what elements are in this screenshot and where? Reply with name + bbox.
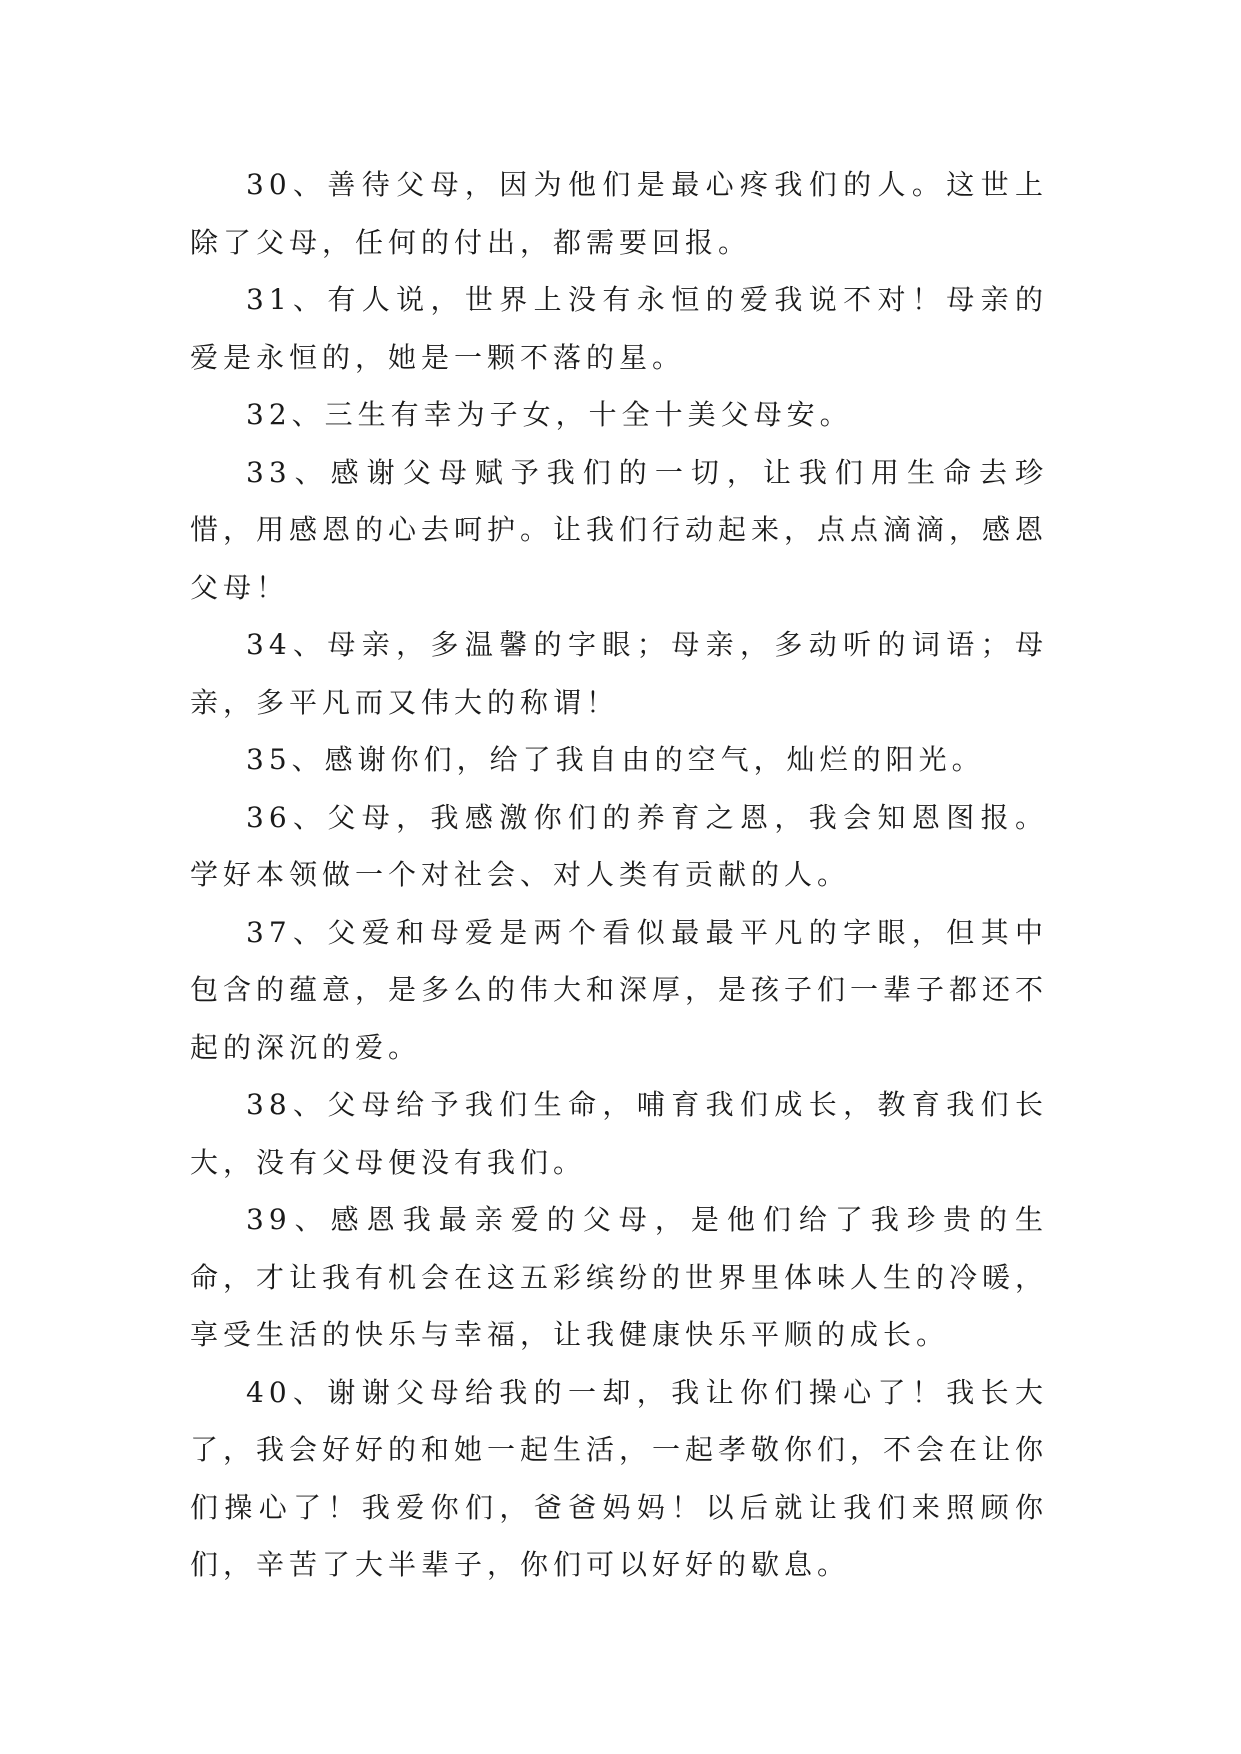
paragraph-39: 39、感恩我最亲爱的父母，是他们给了我珍贵的生命，才让我有机会在这五彩缤纷的世界里体味人生的冷暖，享受生活的快乐与幸福，让我健康快乐平顺的成长。 xyxy=(190,1203,1049,1351)
paragraph-40: 40、谢谢父母给我的一却，我让你们操心了！我长大了，我会好好的和她一起生活，一起孝敬你们，不会在让你们操心了！我爱你们，爸爸妈妈！以后就让我们来照顾你们，辛苦了大半辈子，你们可以好好的歇息。 xyxy=(190,1375,1049,1581)
paragraph-36: 36、父母，我感激你们的养育之恩，我会知恩图报。学好本领做一个对社会、对人类有贡献的人。 xyxy=(190,800,1048,891)
paragraph-33: 33、感谢父母赋予我们的一切，让我们用生命去珍惜，用感恩的心去呵护。让我们行动起来，点点滴滴，感恩父母！ xyxy=(190,455,1049,604)
paragraph-30: 30、善待父母，因为他们是最心疼我们的人。这世上除了父母，任何的付出，都需要回报。 xyxy=(190,168,1048,259)
paragraph-35: 35、感谢你们，给了我自由的空气，灿烂的阳光。 xyxy=(246,743,985,776)
document-body xyxy=(190,156,1048,1594)
paragraph-31: 31、有人说，世界上没有永恒的爱我说不对！母亲的爱是永恒的，她是一颗不落的星。 xyxy=(190,283,1048,374)
paragraph-38: 38、父母给予我们生命，哺育我们成长，教育我们长大，没有父母便没有我们。 xyxy=(190,1088,1048,1179)
paragraph-37: 37、父爱和母爱是两个看似最最平凡的字眼，但其中包含的蕴意，是多么的伟大和深厚，是孩子们一辈子都还不起的深沉的爱。 xyxy=(190,915,1049,1064)
paragraph-32: 32、三生有幸为子女，十全十美父母安。 xyxy=(246,398,853,431)
paragraph-34: 34、母亲，多温馨的字眼；母亲，多动听的词语；母亲，多平凡而又伟大的称谓！ xyxy=(190,628,1048,719)
